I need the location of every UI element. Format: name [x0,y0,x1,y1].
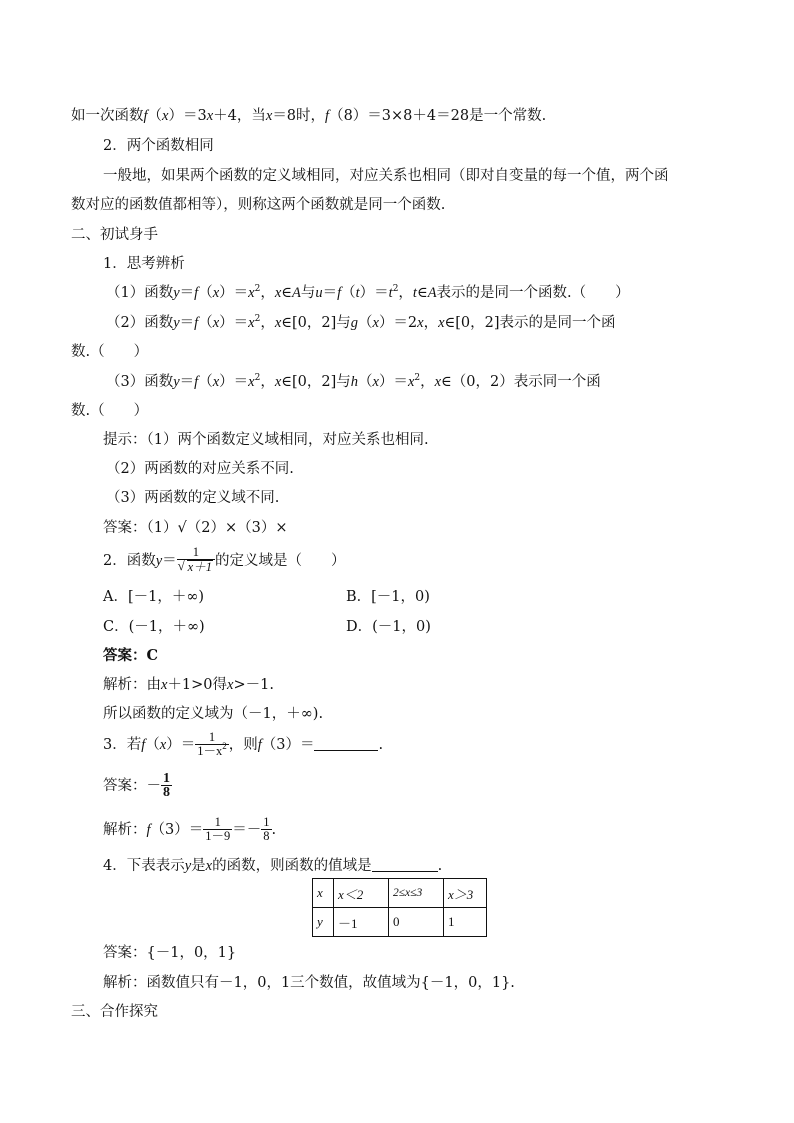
option-a: A．[－1，＋∞) [103,589,205,605]
fraction: $\frac{1}{1-9}$ [205,814,231,843]
value-table [312,878,487,937]
answer-3: 答案：－ $\frac{1}{8}$ [103,770,170,800]
table-cell: x＜2 [334,879,389,908]
option-d: D．(－1，0) [346,619,431,635]
section-heading-2: 二、初试身手 [71,227,158,243]
table-cell: 1 [444,908,487,937]
answer-4: 答案：{－1，0，1} [103,945,237,961]
question-2: 2．函数y＝ 1 √ x＋1 的定义域是（ ） [103,546,345,576]
table-cell: y [313,908,334,937]
section-heading-3: 三、合作探究 [71,1004,158,1020]
option-b: B．[－1，0) [346,589,430,605]
table-cell: x＞3 [444,879,487,908]
hint-2: （2）两函数的对应关系不同. [106,461,294,477]
question-1-3-cont: 数.（ ） [71,403,149,419]
analysis-2-2: 所以函数的定义域为（－1，＋∞). [103,706,324,722]
definition-line-2: 数对应的函数值都相等），则称这两个函数就是同一个函数. [71,197,446,213]
table-row [313,908,487,937]
answer-blank[interactable] [314,736,378,751]
definition-line-1: 一般地，如果两个函数的定义域相同，对应关系也相同（即对自变量的每一个值，两个函 [103,168,669,184]
table-cell: 2≤x≤3 [389,879,444,908]
analysis-2-1: 解析：由x＋1>0得x>－1. [103,677,274,693]
hint-3: （3）两函数的定义域不同. [106,490,280,506]
question-1-2-cont: 数.（ ） [71,344,149,360]
answer-1: 答案：（1）√（2）×（3）× [103,520,288,536]
table-cell: －1 [334,908,389,937]
fraction: $\frac{1}{8}$ [263,814,270,843]
option-c: C．(－1，＋∞) [103,619,205,635]
question-1-2: （2）函数$y=f(x)=x^2$，x∈[0，2]与g（x）＝2x，x∈[0，2]表示的是同一个函 [106,314,616,331]
hint-1: 提示：（1）两个函数定义域相同，对应关系也相同. [103,432,429,448]
question-1-3: （3）函数$y=f(x)=x^2$，x∈[0，2]与$h(x)=x^2$，x∈（0，2）表示同一个函 [106,373,601,390]
question-4: 4．下表表示y是x的函数，则函数的值域是 . [103,858,443,874]
table-cell: 0 [389,908,444,937]
fraction: 1 √ x＋1 [177,546,215,574]
analysis-4: 解析：函数值只有－1，0，1三个数值，故值域为{－1，0，1}. [103,975,515,991]
fraction: $\frac{1}{8}$ [163,770,170,800]
section-heading-same-function: 2．两个函数相同 [103,138,214,154]
fraction: $\frac{1}{1-x^2}$ [197,729,227,758]
subheading-think: 1．思考辨析 [103,256,185,272]
analysis-3: 解析：f（3）＝ $\frac{1}{1-9}$ ＝－ $\frac{1}{8}$ . [103,814,277,843]
answer-2: 答案：C [103,647,159,664]
question-1-1: （1）函数$y=f(x)=x^2$，x∈A与$u=f(t)=t^2$，t∈A表示的是同一个函数.（ ） [106,284,630,301]
answer-blank[interactable] [372,857,438,872]
table-cell: x [313,879,334,908]
question-3: 3．若f（x）＝ $\frac{1}{1-x^2}$ ，则f（3）＝ . [103,729,384,758]
text-line-1: 如一次函数f（x）＝3x＋4，当x＝8时，f（8）＝3×8＋4＝28是一个常数. [71,108,547,124]
table-row [313,879,487,908]
